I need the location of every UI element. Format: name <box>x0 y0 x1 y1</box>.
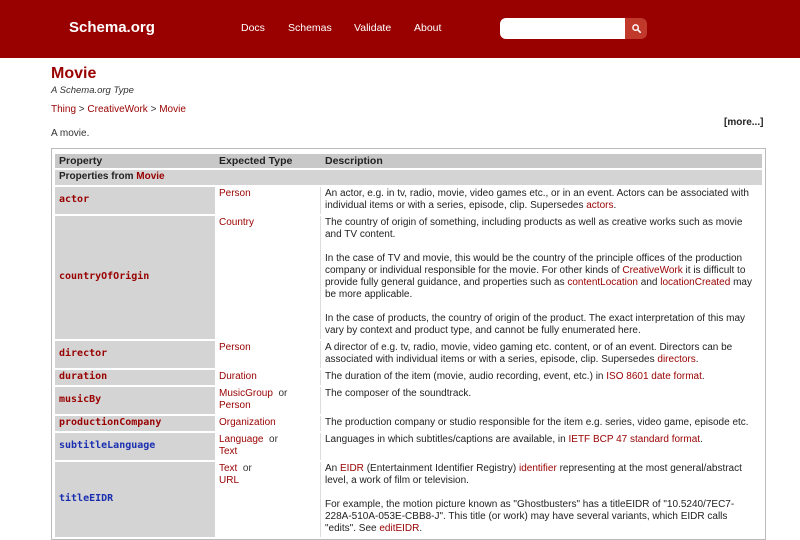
section-prefix: Properties from <box>59 171 137 182</box>
definition-table <box>55 152 762 539</box>
expected-type-cell <box>215 462 321 537</box>
description-link[interactable]: ISO 8601 date format <box>606 371 702 382</box>
definition-table-container <box>51 148 766 540</box>
description-link[interactable]: CreativeWork <box>622 265 683 276</box>
expected-type-cell <box>215 341 321 368</box>
description-link[interactable]: locationCreated <box>660 277 731 288</box>
breadcrumb-creativework[interactable]: CreativeWork <box>87 104 148 115</box>
description-link[interactable]: directors <box>657 354 696 365</box>
expected-type-cell <box>215 433 321 460</box>
table-row <box>55 416 762 431</box>
page-title: Movie <box>51 65 97 82</box>
property-cell <box>55 387 215 414</box>
description-paragraph: The production company or studio responsible for the item e.g. series, video game, episode etc. <box>325 417 749 428</box>
property-link[interactable]: actor <box>59 194 90 205</box>
property-link[interactable]: countryOfOrigin <box>59 271 150 282</box>
table-row <box>55 462 762 537</box>
description-paragraph: Languages in which subtitles/captions are available, in IETF BCP 47 standard format. <box>325 434 703 445</box>
property-link[interactable]: titleEIDR <box>59 493 114 504</box>
section-heading <box>55 170 762 185</box>
property-link[interactable]: duration <box>59 371 108 382</box>
description-paragraph: The duration of the item (movie, audio recording, event, etc.) in ISO 8601 date format. <box>325 371 705 382</box>
property-link[interactable]: musicBy <box>59 394 102 405</box>
type-or-separator: or <box>272 388 288 399</box>
property-cell <box>55 370 215 385</box>
type-link[interactable]: Person <box>219 400 251 411</box>
header-property: Property <box>55 154 215 168</box>
table-row <box>55 341 762 368</box>
header-description: Description <box>321 154 762 168</box>
description-cell <box>321 341 762 368</box>
description-cell <box>321 433 762 460</box>
property-cell <box>55 216 215 339</box>
brand-logo-link[interactable]: Schema.org <box>69 19 155 36</box>
property-cell <box>55 187 215 214</box>
table-row <box>55 187 762 214</box>
type-link[interactable]: Duration <box>219 371 257 382</box>
section-row <box>55 170 762 185</box>
nav-validate[interactable]: Validate <box>354 22 392 34</box>
type-or-separator: or <box>237 463 252 474</box>
description-paragraph: An actor, e.g. in tv, radio, movie, video games etc., or in an event. Actors can be associated with individual items or with a series, episode, clip. Supersedes actors. <box>325 188 749 211</box>
search-icon <box>632 24 641 33</box>
header-expected-type: Expected Type <box>215 154 321 168</box>
description-paragraph: The country of origin of something, including products as well as creative works such as movie and TV content. <box>325 217 743 240</box>
expected-type-cell <box>215 370 321 385</box>
table-body <box>55 170 762 537</box>
type-link[interactable]: MusicGroup <box>219 388 273 399</box>
type-link[interactable]: Text <box>219 463 238 474</box>
section-type-link[interactable]: Movie <box>136 171 165 182</box>
table-row <box>55 216 762 339</box>
expected-type-cell <box>215 387 321 414</box>
table-row <box>55 370 762 385</box>
property-link[interactable]: subtitleLanguage <box>59 440 156 451</box>
more-link[interactable]: [more...] <box>724 117 764 128</box>
property-link[interactable]: director <box>59 348 108 359</box>
type-link[interactable]: Country <box>219 217 255 228</box>
breadcrumb-separator: > <box>150 104 157 115</box>
nav-schemas[interactable]: Schemas <box>288 22 332 34</box>
property-cell <box>55 462 215 537</box>
description-cell <box>321 387 762 414</box>
description-cell <box>321 416 762 431</box>
property-cell <box>55 433 215 460</box>
nav-docs[interactable]: Docs <box>241 22 265 34</box>
search-button[interactable] <box>625 18 647 39</box>
nav-about[interactable]: About <box>414 22 442 34</box>
type-link[interactable]: Organization <box>219 417 276 428</box>
type-link[interactable]: Text <box>219 446 238 457</box>
description-link[interactable]: IETF BCP 47 standard format <box>568 434 701 445</box>
type-link[interactable]: URL <box>219 475 240 486</box>
description-paragraph: An EIDR (Entertainment Identifier Registry) identifier representing at the most general/abstract level, a work of film or television. <box>325 463 742 486</box>
property-cell <box>55 416 215 431</box>
description-link[interactable]: contentLocation <box>567 277 638 288</box>
type-link[interactable]: Language <box>219 434 264 445</box>
type-link[interactable]: Person <box>219 188 251 199</box>
breadcrumb-separator: > <box>78 104 85 115</box>
table-row <box>55 433 762 460</box>
property-cell <box>55 341 215 368</box>
type-or-separator: or <box>263 434 278 445</box>
description-paragraph: In the case of products, the country of origin of the product. The exact interpretation of this may vary by context and product type, and cannot be fully enumerated here. <box>325 313 746 336</box>
description-cell <box>321 370 762 385</box>
search-input[interactable] <box>500 18 626 39</box>
breadcrumb <box>51 104 186 115</box>
table-header-row <box>55 154 762 168</box>
description-cell <box>321 216 762 339</box>
type-link[interactable]: Person <box>219 342 251 353</box>
description-link[interactable]: actors <box>586 200 614 211</box>
expected-type-cell <box>215 187 321 214</box>
breadcrumb-thing[interactable]: Thing <box>51 104 77 115</box>
description-paragraph: A director of e.g. tv, radio, movie, video gaming etc. content, or of an event. Directors can be associated with individual items or with a series, episode, clip. Supersedes directors. <box>325 342 733 365</box>
description-paragraph: For example, the motion picture known as "Ghostbusters" has a titleEIDR of "10.5240/7EC7-228A-510A-053E-CBB8-J". This title (or work) may have several variants, which EIDR calls "edits". See editEIDR. <box>325 499 735 534</box>
top-navigation-bar <box>0 0 800 58</box>
property-link[interactable]: productionCompany <box>59 417 162 428</box>
description-cell <box>321 187 762 214</box>
description-paragraph: In the case of TV and movie, this would be the country of the principle offices of the production company or individual responsible for the movie. For other kinds of CreativeWork it is difficult to provide fully general guidance, and properties such as contentLocation and locationCreated may be more applicable. <box>325 253 752 300</box>
breadcrumb-movie[interactable]: Movie <box>159 104 186 115</box>
description-link[interactable]: EIDR <box>340 463 364 474</box>
expected-type-cell <box>215 216 321 339</box>
type-description: A movie. <box>51 128 90 139</box>
description-link[interactable]: editEIDR <box>379 523 420 534</box>
description-link[interactable]: identifier <box>518 463 557 474</box>
description-cell <box>321 462 762 537</box>
description-paragraph: The composer of the soundtrack. <box>325 388 472 399</box>
expected-type-cell <box>215 416 321 431</box>
table-row <box>55 387 762 414</box>
page-subtitle: A Schema.org Type <box>51 85 134 96</box>
